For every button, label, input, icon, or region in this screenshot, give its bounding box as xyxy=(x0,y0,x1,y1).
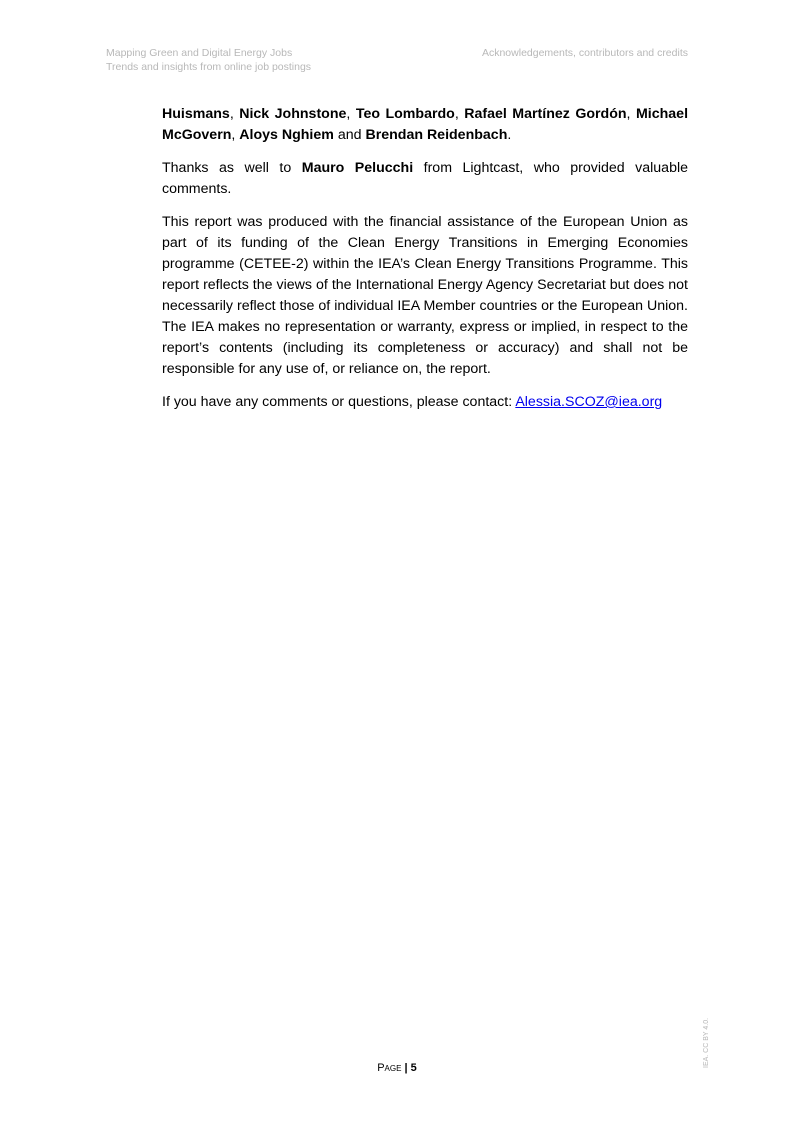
separator: . xyxy=(507,127,512,143)
page-separator: | xyxy=(401,1062,411,1074)
contact-email-link[interactable]: Alessia.SCOZ@iea.org xyxy=(515,394,663,410)
thanks-name: Mauro Pelucchi xyxy=(301,160,414,176)
contributor-name: Huismans xyxy=(162,106,230,122)
separator: and xyxy=(333,127,366,143)
funding-paragraph: This report was produced with the financial assistance of the European Union as part of its funding of the Clean Energy Transitions in Emerging Economies programme (CETEE-2) within the IEA’s Clean Energy Transitions Programme. This report reflects the views of the International Energy Agency Secretariat but does not necessarily reflect those of individual IEA Member countries or the European Union. The IEA makes no representation or warranty, express or implied, in respect to the report’s contents (including its completeness or accuracy) and shall not be responsible for any use of, or reliance on, the report. xyxy=(162,214,688,377)
contributor-name: Teo Lombardo xyxy=(355,106,455,122)
contributor-name: Nick Johnstone xyxy=(239,106,347,122)
thanks-paragraph xyxy=(162,158,688,200)
contact-paragraph xyxy=(162,392,688,413)
separator: , xyxy=(454,106,465,122)
body-text xyxy=(162,104,688,425)
page-footer xyxy=(0,1062,794,1074)
thanks-text-end: from Lightcast, who provided valuable comments. xyxy=(162,160,688,197)
contributor-name: Aloys Nghiem xyxy=(239,127,334,143)
license-credit: IEA. CC BY 4.0. xyxy=(703,1017,710,1068)
contributor-name: Michael McGovern xyxy=(162,106,689,143)
separator: , xyxy=(229,106,240,122)
contributor-name: Rafael Martínez Gordón xyxy=(464,106,627,122)
contributors-paragraph xyxy=(162,104,688,146)
separator: , xyxy=(346,106,356,122)
running-header-left xyxy=(106,46,311,74)
page-number: 5 xyxy=(410,1062,417,1074)
separator: , xyxy=(626,106,636,122)
section-title: Acknowledgements, contributors and credits xyxy=(481,47,688,59)
thanks-text: Thanks as well to xyxy=(162,160,302,176)
separator: , xyxy=(231,127,240,143)
contact-text: If you have any comments or questions, please contact: xyxy=(162,394,516,410)
page-label: Page xyxy=(377,1062,402,1074)
contributor-name: Brendan Reidenbach xyxy=(365,127,508,143)
report-subtitle: Trends and insights from online job postings xyxy=(106,61,312,73)
report-title: Mapping Green and Digital Energy Jobs xyxy=(106,47,293,59)
